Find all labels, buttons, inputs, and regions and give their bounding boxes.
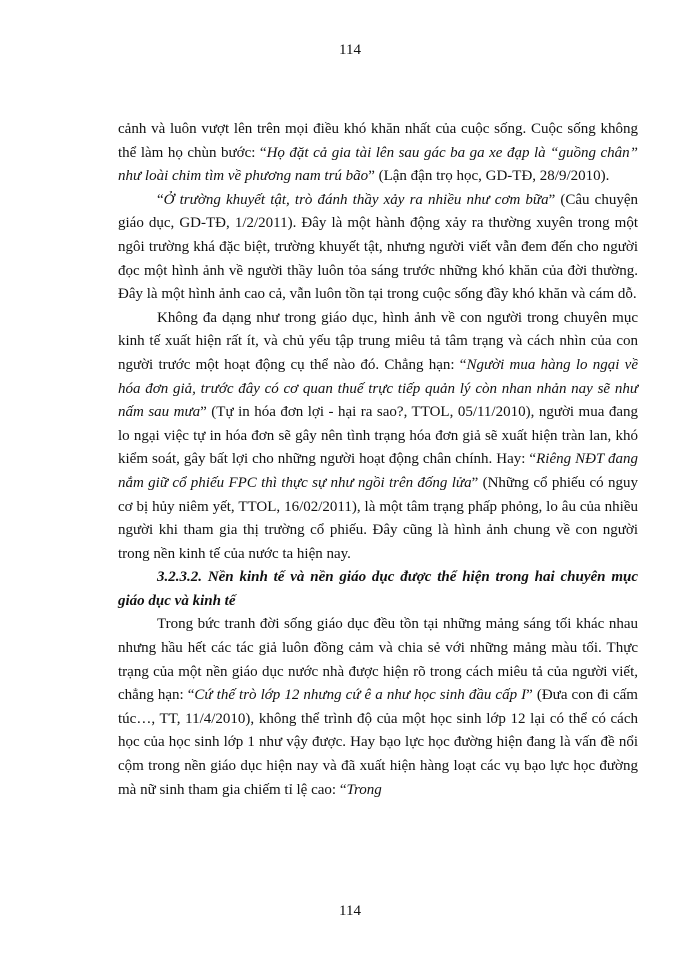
paragraph-4 <box>118 613 638 802</box>
quoted-italic-text: Trong <box>346 781 382 798</box>
text-run: Không đa dạng như trong giáo dục, hình ảnh về con người trong chuyên mục kinh tế xuất hiện rất ít, và chủ yếu tập trung miêu tả tâm trạng và cách nhìn của con người trước một hoạt động cụ thể nào đó. Chẳng hạn: “ <box>118 309 638 373</box>
text-run: ” (Những cổ phiếu có nguy cơ bị hủy niêm yết, TTOL, 16/02/2011), là một tâm trạng phấp phỏng, lo âu của nhiều người khi tham gia thị trường cổ phiếu. Đây cũng là hình ảnh chung về con người trong nền kinh tế của nước ta hiện nay. <box>118 474 638 562</box>
page-number-top: 114 <box>339 42 361 58</box>
quoted-italic-text: Họ đặt cả gia tài lên sau gác ba ga xe đạp là “guồng chân” như loài chim tìm về phương nam trú bão <box>118 144 638 185</box>
document-body <box>118 118 638 802</box>
section-heading: 3.2.3.2. Nền kinh tế và nền giáo dục được thể hiện trong hai chuyên mục giáo dục và kinh tế <box>118 569 638 609</box>
text-run: ” (Câu chuyện giáo dục, GD-TĐ, 1/2/2011). Đây là một hành động xảy ra thường xuyên trong một ngôi trường khá đặc biệt, trường khuyết tật, nhưng người viết vẫn đem đến cho người đọc một hình ảnh về người thầy luôn tỏa sáng trước những khó khăn của đời thường. Đây là một hình ảnh cao cả, vẫn luôn tồn tại trong cuộc sống đầy khó khăn và cám dỗ. <box>118 191 638 303</box>
text-run: ” (Tự in hóa đơn lợi - hại ra sao?, TTOL, 05/11/2010), người mua đang lo ngại việc tự in hóa đơn sẽ gây nên tình trạng hóa đơn giả sẽ xuất hiện tràn lan, khó kiểm soát, gây bất lợi cho những người hoạt động chân chính. Hay: “ <box>118 404 638 468</box>
quoted-italic-text: Cứ thế trò lớp 12 nhưng cứ ê a như học sinh đầu cấp I <box>194 687 527 704</box>
quoted-italic-text: Riêng NĐT đang nắm giữ cổ phiếu FPC thì thực sự như ngồi trên đống lửa <box>118 451 638 491</box>
paragraph-1 <box>118 118 638 189</box>
paragraph-3 <box>118 307 638 567</box>
text-run: “ <box>157 191 164 208</box>
page-number-bottom: 114 <box>339 903 361 919</box>
paragraph-2 <box>118 189 638 307</box>
quoted-italic-text: Người mua hàng lo ngại về hóa đơn giả, trước đây có cơ quan thuế trực tiếp quản lý còn nhan nhản nay sẽ như nấm sau mưa <box>118 356 638 421</box>
quoted-italic-text: Ở trường khuyết tật, trò đánh thầy xảy ra nhiều như cơm bữa <box>163 191 549 208</box>
text-run: ” (Đưa con đi cấm túc…, TT, 11/4/2010), không thể trình độ của một học sinh lớp 12 lại có thể có cách học của học sinh lớp 1 như vậy được. Hay bạo lực học đường hiện đang là vấn đề nổi cộm trong nền giáo dục hiện nay và đã xuất hiện hàng loạt các vụ bạo lực học đường mà nữ sinh tham gia chiếm tỉ lệ cao: “ <box>118 687 638 798</box>
text-run: Trong bức tranh đời sống giáo dục đều tồn tại những mảng sáng tối khác nhau nhưng hầu hết các tác giả luôn đồng cảm và chia sẻ với những mảng màu tối. Thực trạng của một nền giáo dục nước nhà được hiện rõ trong cách miêu tả của người viết, chẳng hạn: “ <box>118 616 638 704</box>
text-run: ” (Lận đận trọ học, GD-TĐ, 28/9/2010). <box>368 168 610 185</box>
text-run: cảnh và luôn vượt lên trên mọi điều khó khăn nhất của cuộc sống. Cuộc sống không thể làm họ chùn bước: “ <box>118 121 638 161</box>
